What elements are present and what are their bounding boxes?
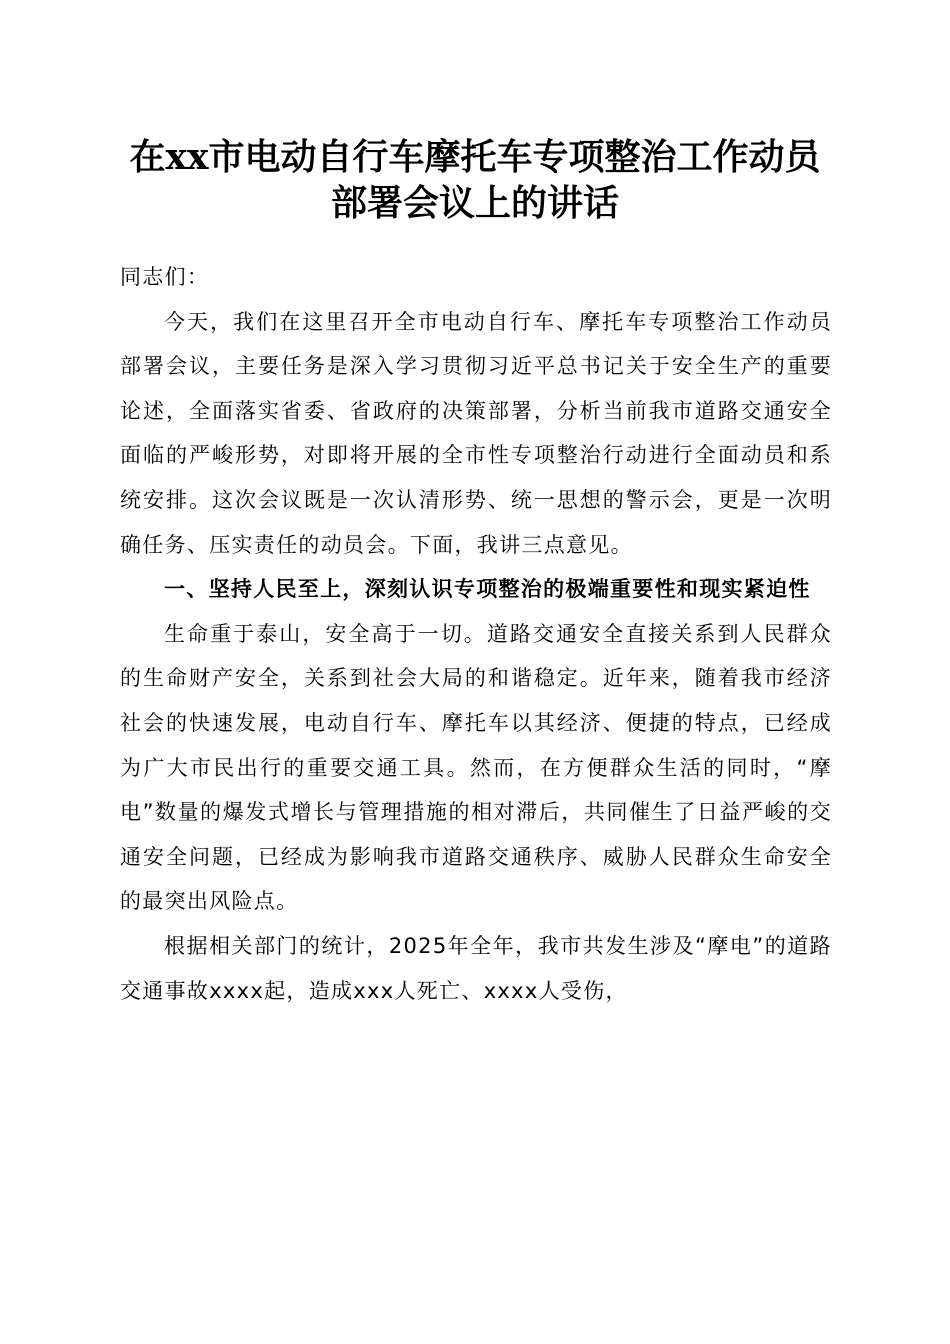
salutation: 同志们： (120, 265, 210, 289)
title-line-1: 在xx市电动自行车摩托车专项整治工作动员 (129, 136, 821, 178)
paragraph-safety: 生命重于泰山，安全高于一切。道路交通安全直接关系到人民群众的生命财产安全，关系到社会大局的和谐稳定。近年来，随着我市经济社会的快速发展，电动自行车、摩托车以其经济、便捷的特点，已经成为广大市民出行的重要交通工具。然而，在方便群众生活的同时，“摩电”数量的爆发式增长与管理措施的相对滞后，共同催生了日益严峻的交通安全问题，已经成为影响我市道路交通秩序、威胁人民群众生命安全的最突出风险点。 (120, 621, 832, 914)
title-line-2: 部署会议上的讲话 (330, 182, 619, 224)
document-title (100, 134, 850, 226)
document-body (120, 255, 832, 1013)
section-heading-1: 一、坚持人民至上，深刻认识专项整治的极端重要性和现实紧迫性 (164, 577, 811, 602)
paragraph-intro: 今天，我们在这里召开全市电动自行车、摩托车专项整治工作动员部署会议，主要任务是深入学习贯彻习近平总书记关于安全生产的重要论述，全面落实省委、省政府的决策部署，分析当前我市道路交通安全面临的严峻形势，对即将开展的全市性专项整治行动进行全面动员和系统安排。这次会议既是一次认清形势、统一思想的警示会，更是一次明确任务、压实责任的动员会。下面，我讲三点意见。 (120, 309, 832, 557)
paragraph-statistics: 根据相关部门的统计，2025年全年，我市共发生涉及“摩电”的道路交通事故xxxx起，造成xxx人死亡、xxxx人受伤， (120, 933, 832, 1003)
